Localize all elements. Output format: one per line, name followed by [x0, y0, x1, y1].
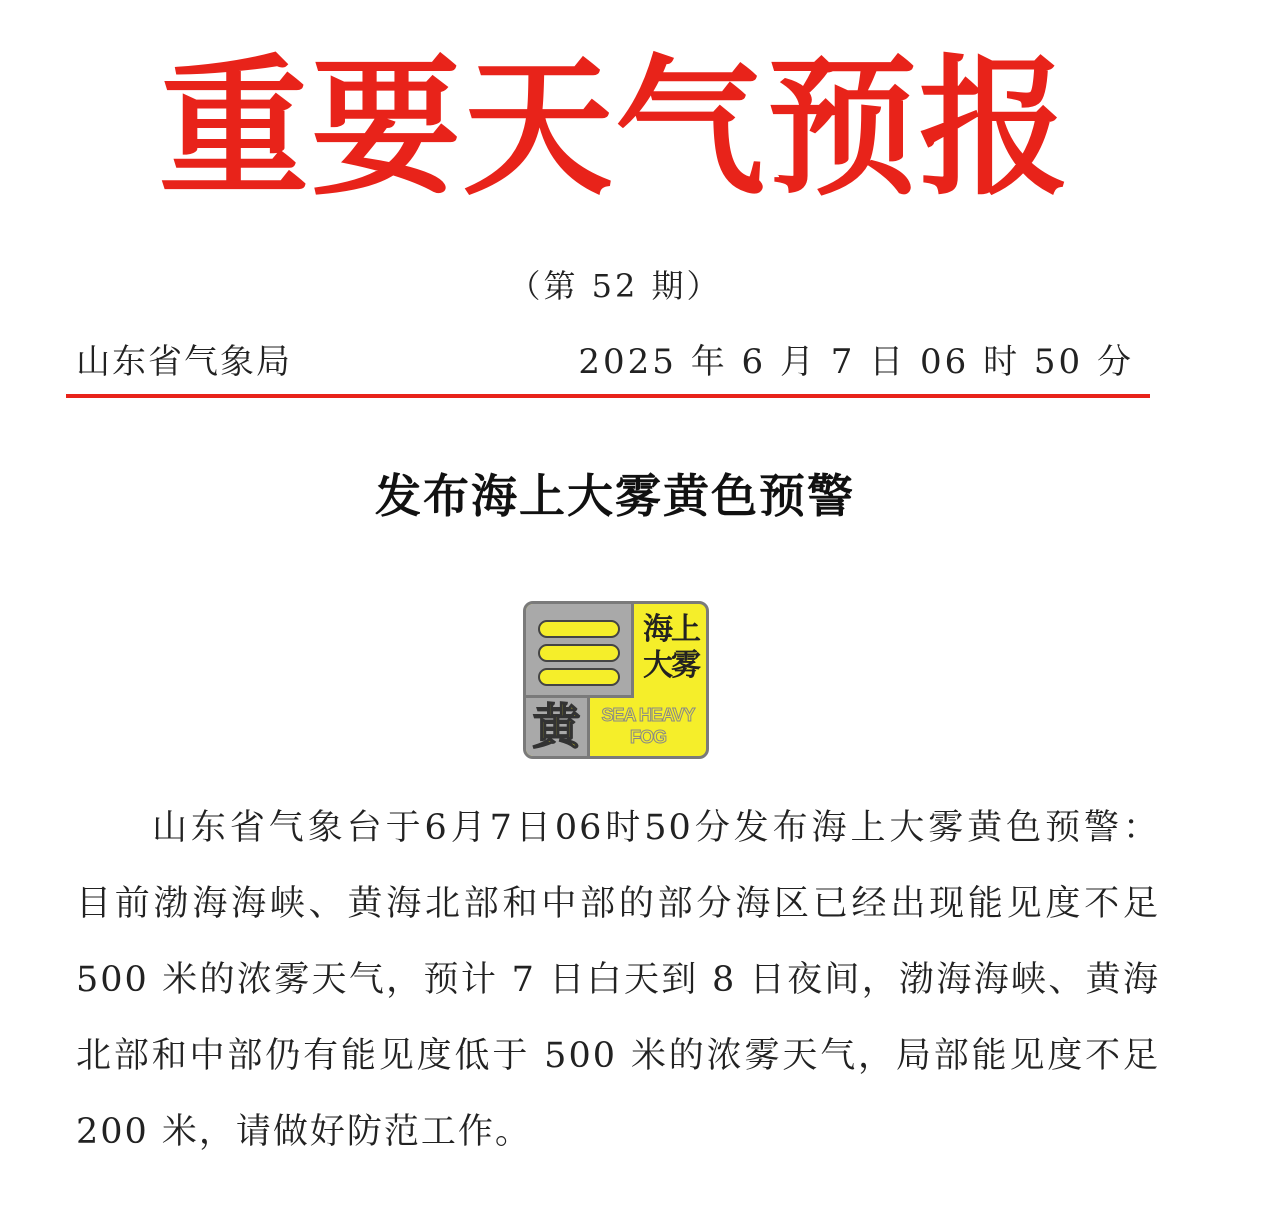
body-line: 目前渤海海峡、黄海北部和中部的部分海区已经出现能见度不足	[76, 884, 1160, 924]
body-line: 北部和中部仍有能见度低于 500 米的浓雾天气，局部能见度不足	[76, 1036, 1160, 1076]
warning-label-en-line2: FOG	[630, 727, 666, 747]
warning-label-en-line1: SEA HEAVY	[601, 705, 695, 725]
warning-bar	[538, 644, 620, 662]
warning-label-en	[592, 704, 704, 748]
body-line: 500 米的浓雾天气，预计 7 日白天到 8 日夜间，渤海海峡、黄海	[76, 960, 1160, 1000]
sea-fog-yellow-warning-icon	[523, 601, 709, 759]
warning-level-char: 黄	[526, 698, 590, 756]
issue-datetime: 2025 年 6 月 7 日 06 时 50 分	[578, 342, 1134, 382]
warning-bars-panel	[526, 604, 634, 698]
document-title: 发布海上大雾黄色预警	[375, 469, 855, 523]
warning-label-cn	[638, 612, 704, 684]
warning-label-cn-line2: 大雾	[643, 648, 699, 683]
warning-label-cn-line1: 海上	[643, 612, 699, 647]
body-line: 200 米，请做好防范工作。	[76, 1112, 532, 1152]
body-line: 山东省气象台于6月7日06时50分发布海上大雾黄色预警：	[152, 808, 1160, 848]
red-divider-rule	[66, 394, 1150, 398]
issuing-agency: 山东省气象局	[76, 342, 292, 382]
issue-number: （第 52 期）	[508, 267, 722, 305]
warning-bar	[538, 620, 620, 638]
masthead-title: 重要天气预报	[158, 40, 1071, 216]
warning-body-text	[76, 790, 1160, 1170]
warning-bar	[538, 668, 620, 686]
